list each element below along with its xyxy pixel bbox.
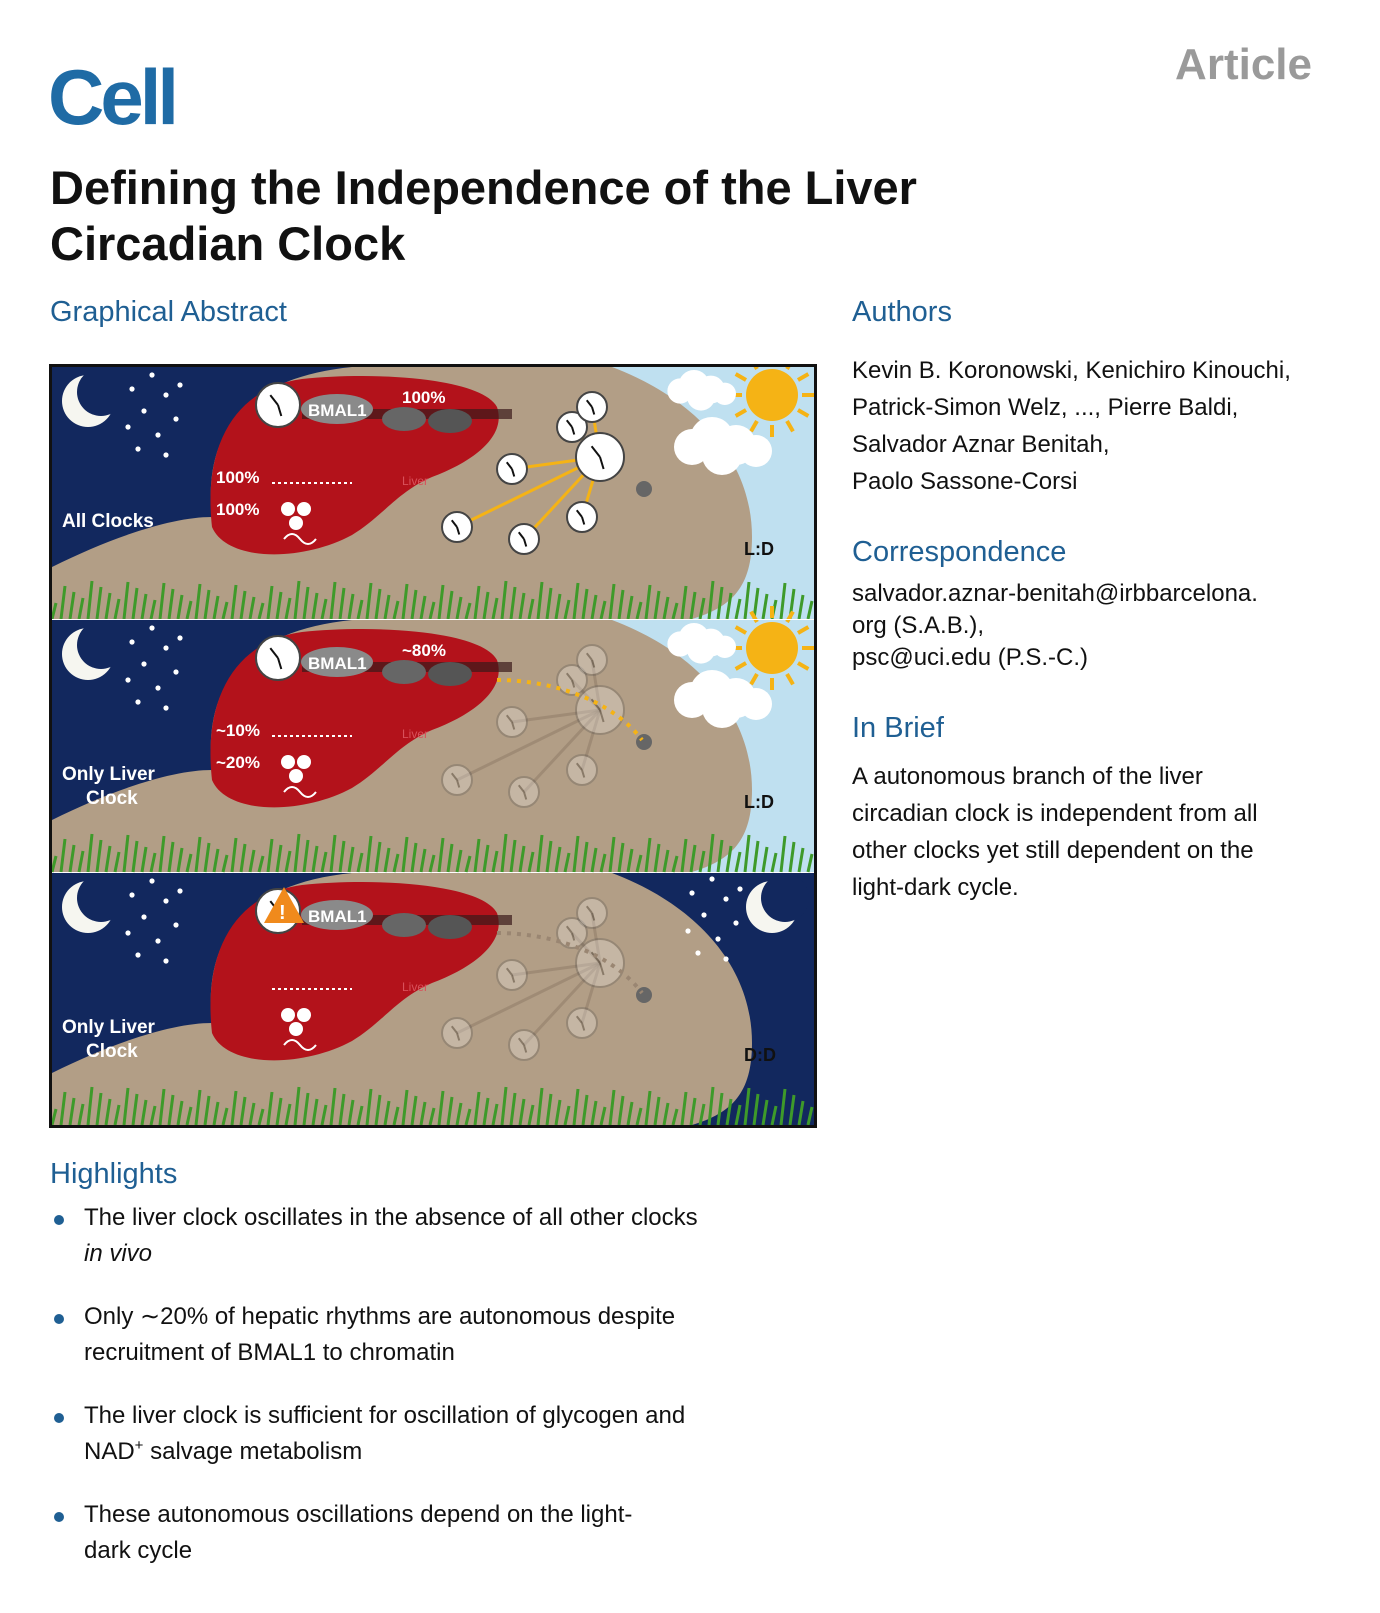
star xyxy=(135,952,140,957)
cloud-puff xyxy=(740,688,772,720)
glycogen-hexagon xyxy=(297,755,311,769)
in-brief-line: light-dark cycle. xyxy=(852,874,1019,901)
email-link-suffix[interactable]: org (S.A.B.), xyxy=(852,612,985,639)
star xyxy=(149,372,154,377)
mouse-eye xyxy=(636,481,652,497)
ga-panel xyxy=(52,606,814,872)
correspondence-heading: Correspondence xyxy=(852,536,1067,568)
in-brief-heading: In Brief xyxy=(852,712,944,744)
clock-icon xyxy=(577,645,607,675)
clock-icon xyxy=(576,433,624,481)
star xyxy=(695,950,700,955)
star xyxy=(177,382,182,387)
star xyxy=(135,446,140,451)
liver-label: Liver xyxy=(402,980,429,994)
glycogen-hexagon xyxy=(289,769,303,783)
email-link[interactable]: salvador.aznar-benitah@irbbarcelona. xyxy=(852,580,1258,607)
highlights-list xyxy=(50,1200,810,1596)
cloud-puff xyxy=(714,636,736,658)
glycogen-hexagon xyxy=(289,1022,303,1036)
bmal1-label: BMAL1 xyxy=(308,907,367,926)
clock-icon xyxy=(509,1030,539,1060)
star xyxy=(163,898,168,903)
protein-blob xyxy=(382,913,426,937)
glycogen-hexagon xyxy=(297,1008,311,1022)
cloud-puff xyxy=(714,383,736,405)
glycogen-hexagon xyxy=(297,502,311,516)
highlight-item xyxy=(50,1497,810,1569)
star xyxy=(141,914,146,919)
graphical-abstract-heading: Graphical Abstract xyxy=(50,296,287,328)
mouse-eye xyxy=(636,734,652,750)
clock-icon xyxy=(567,1008,597,1038)
moon-shadow xyxy=(77,368,125,416)
liver-label: Liver xyxy=(402,727,429,741)
highlight-text: Only ∼20% of hepatic rhythms are autonomous despite xyxy=(84,1303,676,1330)
star xyxy=(733,920,738,925)
in-brief-line: other clocks yet still dependent on the xyxy=(852,837,1254,864)
moon-shadow xyxy=(77,621,125,669)
highlight-text: The liver clock oscillates in the absence of all other clocks xyxy=(84,1204,698,1231)
author-line: Salvador Aznar Benitah, xyxy=(852,431,1110,458)
star xyxy=(173,416,178,421)
glycogen-hexagon xyxy=(289,516,303,530)
ga-panel xyxy=(52,367,814,619)
highlight-text: recruitment of BMAL1 to chromatin xyxy=(84,1339,455,1366)
star xyxy=(129,639,134,644)
star xyxy=(125,677,130,682)
nad-superscript: + xyxy=(134,1437,144,1454)
bmal1-percent: ~80% xyxy=(402,641,446,660)
highlights-heading: Highlights xyxy=(50,1158,178,1190)
panel-separator xyxy=(52,619,814,620)
liver-label: Liver xyxy=(402,474,429,488)
star xyxy=(715,936,720,941)
clock-icon xyxy=(256,383,300,427)
panel-label: Only Liver xyxy=(62,764,155,785)
clock-icon xyxy=(442,1018,472,1048)
star xyxy=(149,878,154,883)
highlight-text xyxy=(84,1434,810,1470)
panel-label: Clock xyxy=(86,788,138,809)
highlight-item xyxy=(50,1398,810,1470)
metabolite-percent: 100% xyxy=(216,500,260,519)
clock-icon xyxy=(497,454,527,484)
star xyxy=(129,892,134,897)
sun-disc xyxy=(746,369,798,421)
clock-icon xyxy=(567,502,597,532)
star xyxy=(709,876,714,881)
protein-blob xyxy=(428,915,472,939)
highlight-item xyxy=(50,1299,810,1371)
bmal1-percent: 100% xyxy=(402,388,446,407)
glycogen-hexagon xyxy=(281,502,295,516)
cloud-puff xyxy=(702,435,742,475)
cloud-puff xyxy=(740,435,772,467)
highlight-item xyxy=(50,1200,810,1272)
ga-panel xyxy=(52,873,814,1125)
star xyxy=(723,956,728,961)
journal-logo: Cell xyxy=(48,53,176,141)
star xyxy=(177,635,182,640)
cloud-puff xyxy=(702,688,742,728)
authors-heading: Authors xyxy=(852,296,952,328)
protein-blob xyxy=(428,409,472,433)
star xyxy=(155,938,160,943)
star xyxy=(163,392,168,397)
star xyxy=(149,625,154,630)
clock-icon xyxy=(577,898,607,928)
nad-text: NAD xyxy=(84,1438,135,1465)
star xyxy=(155,685,160,690)
graphical-abstract-figure xyxy=(49,364,817,1128)
star xyxy=(155,432,160,437)
star xyxy=(125,930,130,935)
in-brief-text xyxy=(852,758,1258,906)
bmal1-label: BMAL1 xyxy=(308,654,367,673)
author-line: Paolo Sassone-Corsi xyxy=(852,468,1078,495)
star xyxy=(177,888,182,893)
correspondence-emails xyxy=(852,578,1258,674)
star xyxy=(141,408,146,413)
clock-icon xyxy=(567,755,597,785)
glycogen-hexagon xyxy=(281,755,295,769)
rhythm-percent: 100% xyxy=(216,468,260,487)
protein-blob xyxy=(382,660,426,684)
protein-blob xyxy=(428,662,472,686)
highlight-text: The liver clock is sufficient for oscillation of glycogen and xyxy=(84,1402,686,1429)
star xyxy=(173,922,178,927)
author-line: Kevin B. Koronowski, Kenichiro Kinouchi, xyxy=(852,357,1291,384)
star xyxy=(129,386,134,391)
glycogen-hexagon xyxy=(281,1008,295,1022)
sun-disc xyxy=(746,622,798,674)
highlight-text-rest: salvage metabolism xyxy=(143,1438,363,1465)
star xyxy=(689,890,694,895)
lighting-condition: L:D xyxy=(744,539,774,559)
authors-list xyxy=(852,352,1291,500)
lighting-condition: D:D xyxy=(744,1045,776,1065)
rhythm-percent: ~10% xyxy=(216,721,260,740)
clock-icon xyxy=(577,392,607,422)
author-line: Patrick-Simon Welz, ..., Pierre Baldi, xyxy=(852,394,1239,421)
star xyxy=(125,424,130,429)
clock-icon xyxy=(509,777,539,807)
mouse-eye xyxy=(636,987,652,1003)
clock-icon xyxy=(442,512,472,542)
star xyxy=(163,452,168,457)
title-line-2: Circadian Clock xyxy=(50,217,406,270)
panel-label: Clock xyxy=(86,1041,138,1062)
star xyxy=(701,912,706,917)
article-title xyxy=(50,160,1050,272)
panel-label: All Clocks xyxy=(62,511,154,532)
cloud-puff xyxy=(687,636,715,664)
panel-label: Only Liver xyxy=(62,1017,155,1038)
clock-icon xyxy=(509,524,539,554)
warning-mark: ! xyxy=(279,902,286,924)
star xyxy=(173,669,178,674)
lighting-condition: L:D xyxy=(744,792,774,812)
clock-icon xyxy=(442,765,472,795)
in-brief-line: circadian clock is independent from all xyxy=(852,800,1258,827)
star xyxy=(163,705,168,710)
highlight-text-italic: in vivo xyxy=(84,1240,153,1267)
clock-icon xyxy=(256,636,300,680)
star xyxy=(163,645,168,650)
star xyxy=(141,661,146,666)
protein-blob xyxy=(382,407,426,431)
moon-shadow xyxy=(77,874,125,922)
moon-shadow xyxy=(761,874,809,922)
article-type-label: Article xyxy=(1175,40,1312,89)
highlight-text: dark cycle xyxy=(84,1537,193,1564)
clock-icon xyxy=(576,939,624,987)
cloud-puff xyxy=(687,383,715,411)
email-link[interactable]: psc@uci.edu (P.S.-C.) xyxy=(852,644,1089,671)
star xyxy=(163,958,168,963)
clock-icon xyxy=(497,960,527,990)
highlight-text: These autonomous oscillations depend on the light- xyxy=(84,1501,633,1528)
in-brief-line: A autonomous branch of the liver xyxy=(852,763,1203,790)
metabolite-percent: ~20% xyxy=(216,753,260,772)
star xyxy=(737,886,742,891)
clock-icon xyxy=(497,707,527,737)
star xyxy=(135,699,140,704)
star xyxy=(723,896,728,901)
clock-icon xyxy=(576,686,624,734)
title-line-1: Defining the Independence of the Liver xyxy=(50,161,917,214)
star xyxy=(685,928,690,933)
bmal1-label: BMAL1 xyxy=(308,401,367,420)
